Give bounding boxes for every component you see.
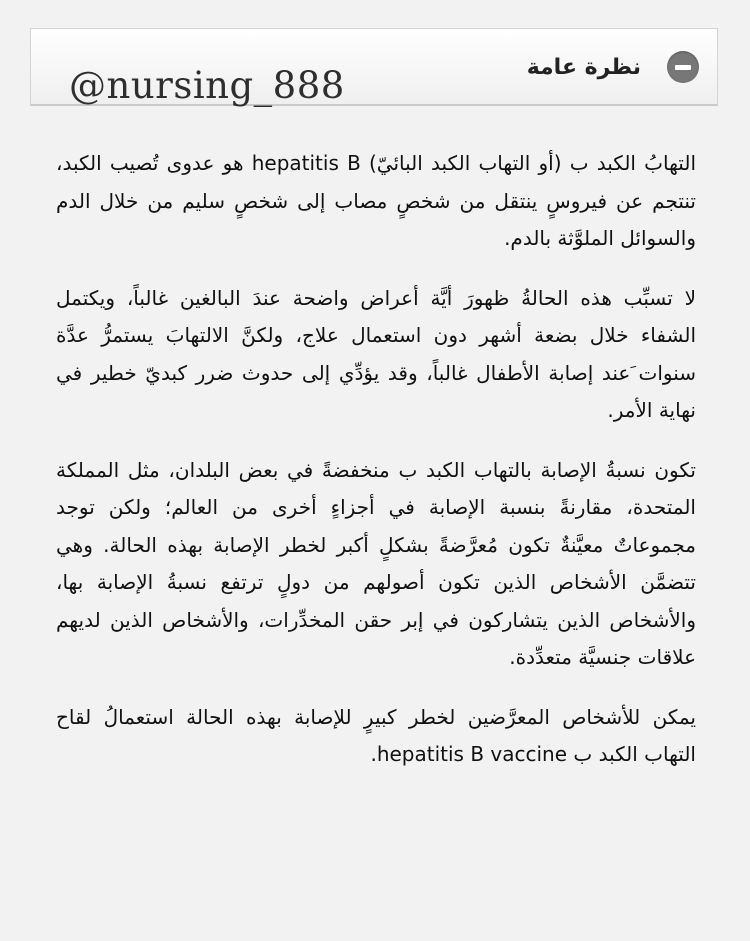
paragraph-intro: التهابُ الكبد ب (أو التهاب الكبد البائيّ) hepatitis B هو عدوى تُصيب الكبد، تنتجم عن فيروسٍ ينتقل من شخصٍ مصاب إلى شخصٍ سليم من خلال الدم والسوائل الملوَّثة بالدم. <box>56 151 696 250</box>
paragraph-symptoms: لا تسبِّب هذه الحالةُ ظهورَ أيَّة أعراض واضحة عندَ البالغين غالباً، ويكتمل الشفاء خلال بضعة أشهر دون استعمال علاج، ولكنَّ الالتهابَ يستمرُّ عدَّة سنوات َعند إصابة الأطفال غالباً، وقد يؤدِّي إلى حدوث ضرر كبديّ خطير في نهاية الأمر. <box>56 285 696 422</box>
minus-circle-icon[interactable] <box>667 51 699 83</box>
paragraph-prevalence: تكون نسبةُ الإصابة بالتهاب الكبد ب منخفضةً في بعض البلدان، مثل المملكة المتحدة، مقارنةً بنسبة الإصابة في أجزاءٍ أخرى من العالم؛ ولكن توجد مجموعاتٌ معيَّنةٌ تكون مُعرَّضةً بشكلٍ أكبر لخطر الإصابة بهذه الحالة. وهي تتضمَّن الأشخاص الذين تكون أصولهم من دولٍ ترتفع نسبةُ الإصابة بها، والأشخاص الذين يتشاركون في إبر حقن المخدِّرات، والأشخاص الذين لديهم علاقات جنسيَّة متعدِّدة. <box>56 457 696 669</box>
minus-bar <box>675 65 691 70</box>
section-header[interactable] <box>30 28 718 106</box>
paragraph-vaccine: يمكن للأشخاص المعرَّضين لخطر كبيرٍ للإصابة بهذه الحالة استعمالُ لقاح التهاب الكبد ب hepatitis B vaccine. <box>56 704 696 766</box>
section-title: نظرة عامة <box>526 54 641 80</box>
watermark-handle: @nursing_888 <box>69 64 345 107</box>
section-title-group[interactable] <box>527 29 699 105</box>
article-body <box>56 145 696 796</box>
